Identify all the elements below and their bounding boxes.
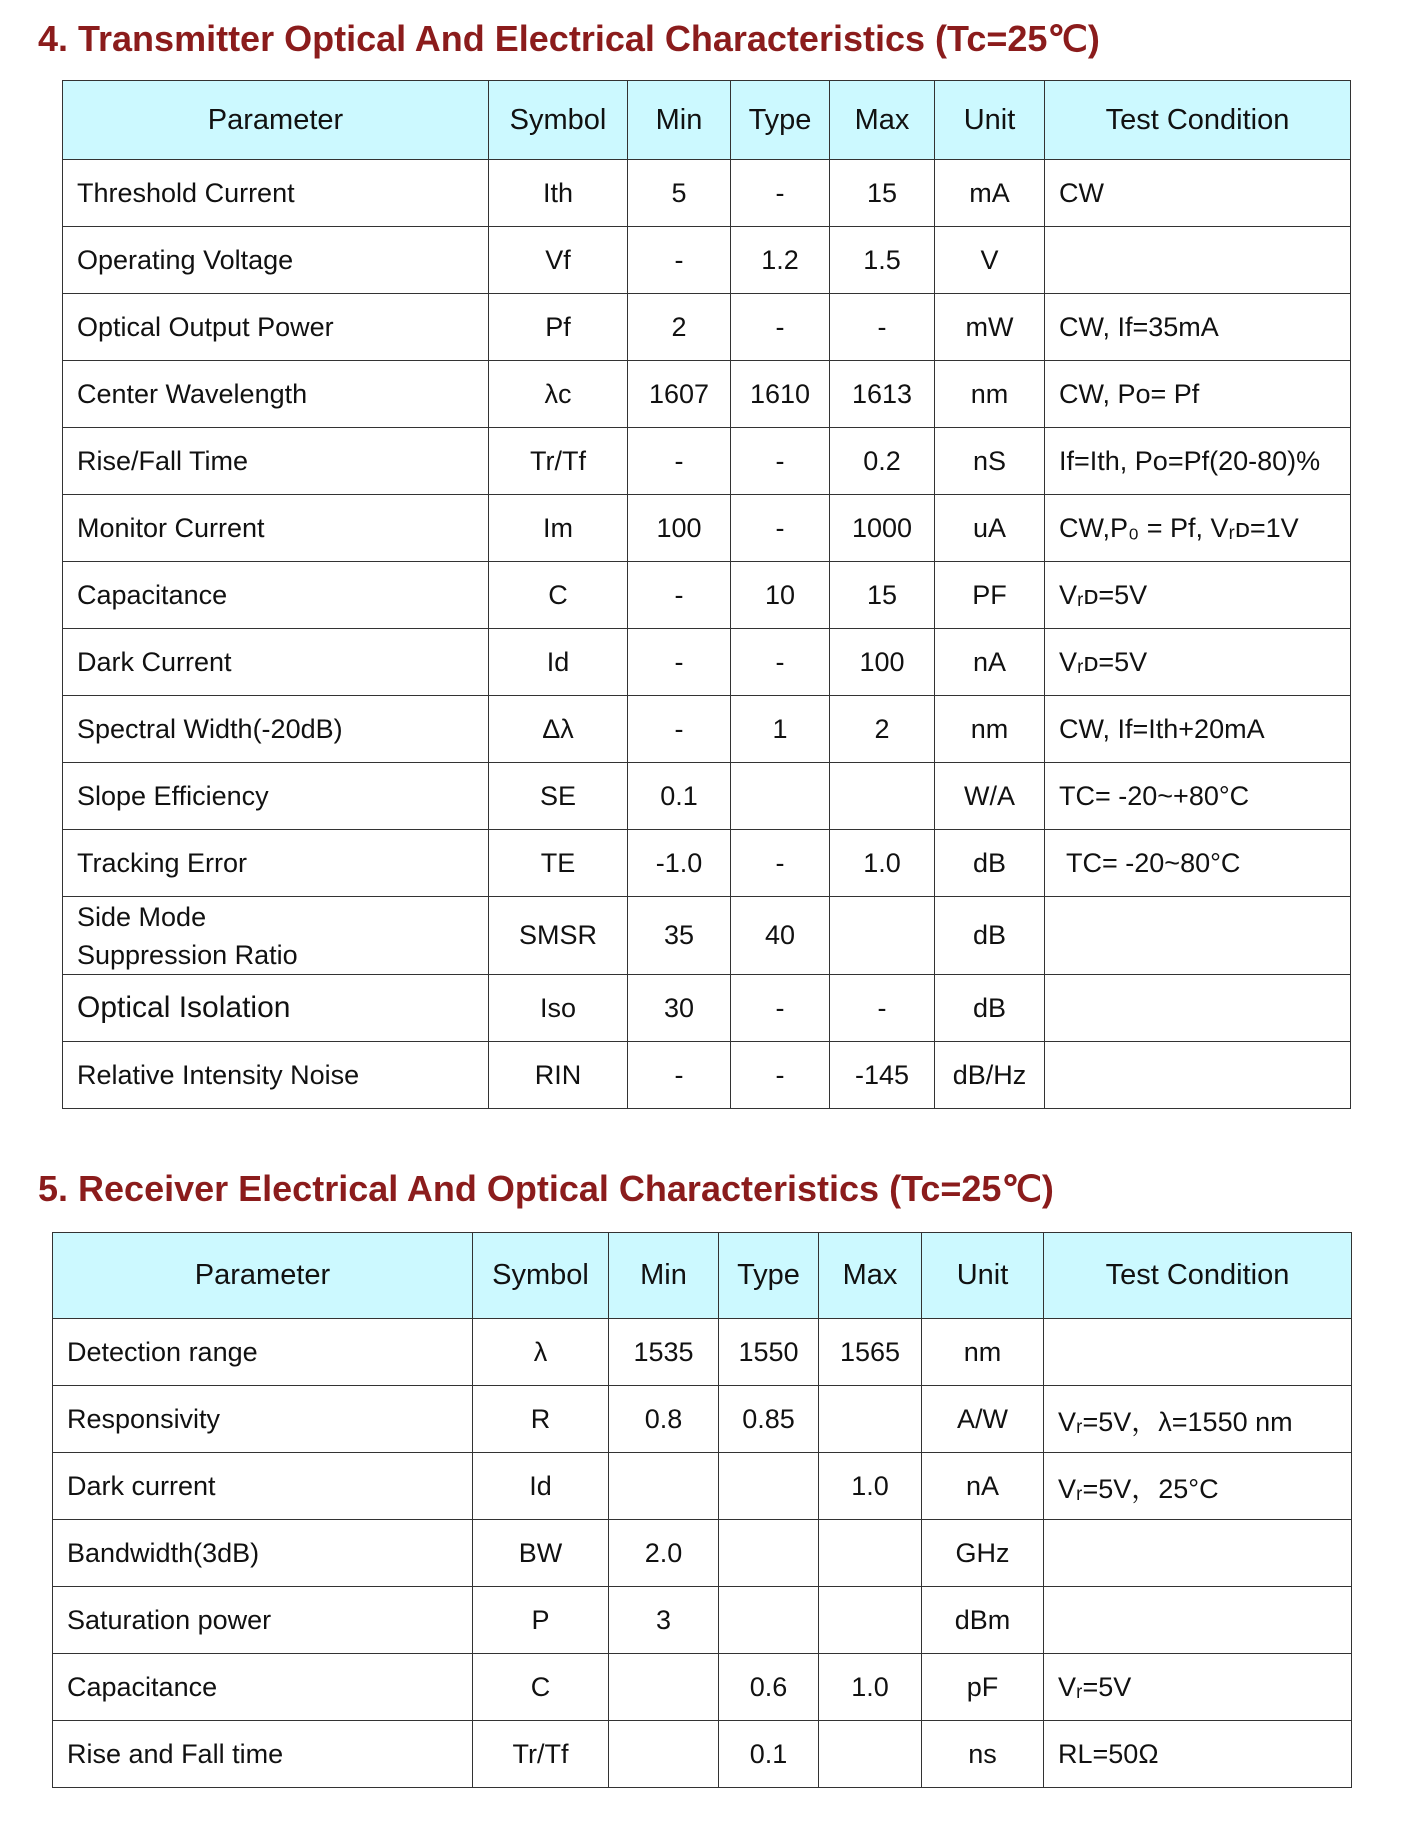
symbol-cell: Pf: [489, 294, 628, 361]
parameter-cell: Center Wavelength: [63, 361, 489, 428]
symbol-cell: TE: [489, 830, 628, 897]
unit-cell: PF: [935, 562, 1045, 629]
parameter-cell: Capacitance: [53, 1654, 473, 1721]
type-cell: -: [731, 830, 830, 897]
symbol-cell: C: [473, 1654, 609, 1721]
table-row: [53, 1721, 1352, 1788]
type-cell: -: [731, 629, 830, 696]
min-cell: -: [628, 562, 731, 629]
symbol-cell: R: [473, 1386, 609, 1453]
min-cell: -: [628, 428, 731, 495]
table-row: [53, 1453, 1352, 1520]
type-cell: -: [731, 975, 830, 1042]
unit-cell: dB: [935, 830, 1045, 897]
symbol-cell: λ: [473, 1319, 609, 1386]
parameter-cell: Detection range: [53, 1319, 473, 1386]
min-cell: -: [628, 696, 731, 763]
unit-cell: nm: [922, 1319, 1044, 1386]
header-symbol: Symbol: [489, 81, 628, 160]
symbol-cell: SE: [489, 763, 628, 830]
min-cell: 3: [609, 1587, 719, 1654]
type-cell: [731, 763, 830, 830]
max-cell: [819, 1721, 922, 1788]
condition-cell: CW, If=35mA: [1045, 294, 1351, 361]
unit-cell: dB/Hz: [935, 1042, 1045, 1109]
type-cell: [719, 1453, 819, 1520]
symbol-cell: Vf: [489, 227, 628, 294]
parameter-cell: [63, 897, 489, 975]
condition-cell: [1045, 975, 1351, 1042]
transmitter-section-title: 4. Transmitter Optical And Electrical Characteristics (Tc=25℃): [38, 18, 1100, 59]
parameter-cell: Tracking Error: [63, 830, 489, 897]
max-cell: [819, 1386, 922, 1453]
unit-cell: mW: [935, 294, 1045, 361]
unit-cell: nA: [922, 1453, 1044, 1520]
max-cell: 0.2: [830, 428, 935, 495]
unit-cell: nm: [935, 361, 1045, 428]
unit-cell: nA: [935, 629, 1045, 696]
table-row: [63, 1042, 1351, 1109]
min-cell: -1.0: [628, 830, 731, 897]
min-cell: 100: [628, 495, 731, 562]
condition-cell: CW,P₀ = Pf, Vᵣᴅ=1V: [1045, 495, 1351, 562]
condition-cell: [1045, 227, 1351, 294]
symbol-cell: Δλ: [489, 696, 628, 763]
receiver-section-title: 5. Receiver Electrical And Optical Characteristics (Tc=25℃): [38, 1168, 1054, 1209]
header-min: Min: [609, 1233, 719, 1319]
table-row: [63, 160, 1351, 227]
table-row: [63, 361, 1351, 428]
parameter-line: Side Mode: [77, 901, 207, 932]
min-cell: 5: [628, 160, 731, 227]
table-header-row: [53, 1233, 1352, 1319]
parameter-cell: Relative Intensity Noise: [63, 1042, 489, 1109]
condition-cell: CW: [1045, 160, 1351, 227]
symbol-cell: RIN: [489, 1042, 628, 1109]
max-cell: 15: [830, 562, 935, 629]
min-cell: 1535: [609, 1319, 719, 1386]
parameter-cell: Dark Current: [63, 629, 489, 696]
max-cell: 1.5: [830, 227, 935, 294]
unit-cell: nm: [935, 696, 1045, 763]
parameter-cell: Rise and Fall time: [53, 1721, 473, 1788]
transmitter-characteristics-table: [62, 80, 1351, 1109]
parameter-cell: Dark current: [53, 1453, 473, 1520]
condition-cell: CW, If=Ith+20mA: [1045, 696, 1351, 763]
table-row: [63, 294, 1351, 361]
unit-cell: nS: [935, 428, 1045, 495]
table-row: [53, 1654, 1352, 1721]
parameter-cell: Optical Isolation: [63, 975, 489, 1042]
symbol-cell: Iso: [489, 975, 628, 1042]
header-parameter: Parameter: [63, 81, 489, 160]
type-cell: 1550: [719, 1319, 819, 1386]
table-row: [63, 562, 1351, 629]
type-cell: [719, 1587, 819, 1654]
max-cell: [819, 1520, 922, 1587]
min-cell: -: [628, 629, 731, 696]
condition-cell: Vᵣ=5V: [1044, 1654, 1352, 1721]
table-row: [63, 227, 1351, 294]
type-cell: 1610: [731, 361, 830, 428]
header-symbol: Symbol: [473, 1233, 609, 1319]
table-row: [63, 897, 1351, 975]
min-cell: -: [628, 227, 731, 294]
header-max: Max: [830, 81, 935, 160]
header-min: Min: [628, 81, 731, 160]
max-cell: 1000: [830, 495, 935, 562]
parameter-cell: Optical Output Power: [63, 294, 489, 361]
type-cell: -: [731, 294, 830, 361]
type-cell: 40: [731, 897, 830, 975]
symbol-cell: Ith: [489, 160, 628, 227]
unit-cell: ns: [922, 1721, 1044, 1788]
table-row: [63, 495, 1351, 562]
max-cell: 1.0: [819, 1453, 922, 1520]
table-row: [63, 428, 1351, 495]
receiver-characteristics-table: [52, 1232, 1352, 1788]
max-cell: 100: [830, 629, 935, 696]
unit-cell: pF: [922, 1654, 1044, 1721]
table-row: [63, 629, 1351, 696]
condition-cell: [1044, 1319, 1352, 1386]
parameter-cell: Rise/Fall Time: [63, 428, 489, 495]
parameter-cell: Operating Voltage: [63, 227, 489, 294]
type-cell: [719, 1520, 819, 1587]
condition-cell: CW, Po= Pf: [1045, 361, 1351, 428]
header-unit: Unit: [935, 81, 1045, 160]
min-cell: 0.1: [628, 763, 731, 830]
type-cell: 1.2: [731, 227, 830, 294]
unit-cell: dB: [935, 975, 1045, 1042]
min-cell: -: [628, 1042, 731, 1109]
symbol-cell: C: [489, 562, 628, 629]
symbol-cell: Id: [489, 629, 628, 696]
condition-cell: If=Ith, Po=Pf(20-80)%: [1045, 428, 1351, 495]
symbol-cell: SMSR: [489, 897, 628, 975]
condition-cell: Vᵣ=5V，25°C: [1044, 1453, 1352, 1520]
min-cell: [609, 1654, 719, 1721]
symbol-cell: Tr/Tf: [473, 1721, 609, 1788]
symbol-cell: Im: [489, 495, 628, 562]
unit-cell: uA: [935, 495, 1045, 562]
max-cell: [830, 763, 935, 830]
unit-cell: GHz: [922, 1520, 1044, 1587]
header-max: Max: [819, 1233, 922, 1319]
parameter-cell: Slope Efficiency: [63, 763, 489, 830]
symbol-cell: Tr/Tf: [489, 428, 628, 495]
min-cell: [609, 1721, 719, 1788]
min-cell: 35: [628, 897, 731, 975]
header-test-condition: Test Condition: [1045, 81, 1351, 160]
max-cell: -145: [830, 1042, 935, 1109]
type-cell: 0.6: [719, 1654, 819, 1721]
parameter-cell: Capacitance: [63, 562, 489, 629]
table-row: [63, 975, 1351, 1042]
type-cell: 0.1: [719, 1721, 819, 1788]
max-cell: 1.0: [819, 1654, 922, 1721]
table-row: [63, 696, 1351, 763]
parameter-cell: Spectral Width(-20dB): [63, 696, 489, 763]
parameter-cell: Responsivity: [53, 1386, 473, 1453]
min-cell: 2.0: [609, 1520, 719, 1587]
header-test-condition: Test Condition: [1044, 1233, 1352, 1319]
parameter-line: Suppression Ratio: [77, 939, 298, 970]
max-cell: [830, 897, 935, 975]
condition-cell: [1044, 1587, 1352, 1654]
parameter-cell: Monitor Current: [63, 495, 489, 562]
min-cell: 1607: [628, 361, 731, 428]
condition-cell: TC= -20~80°C: [1045, 830, 1351, 897]
type-cell: -: [731, 495, 830, 562]
symbol-cell: Id: [473, 1453, 609, 1520]
table-header-row: [63, 81, 1351, 160]
min-cell: [609, 1453, 719, 1520]
unit-cell: W/A: [935, 763, 1045, 830]
header-type: Type: [731, 81, 830, 160]
min-cell: 0.8: [609, 1386, 719, 1453]
symbol-cell: λc: [489, 361, 628, 428]
type-cell: -: [731, 428, 830, 495]
table-row: [53, 1520, 1352, 1587]
parameter-cell: Bandwidth(3dB): [53, 1520, 473, 1587]
header-parameter: Parameter: [53, 1233, 473, 1319]
max-cell: -: [830, 294, 935, 361]
max-cell: -: [830, 975, 935, 1042]
table-row: [53, 1319, 1352, 1386]
condition-cell: TC= -20~+80°C: [1045, 763, 1351, 830]
header-unit: Unit: [922, 1233, 1044, 1319]
header-type: Type: [719, 1233, 819, 1319]
condition-cell: Vᵣ=5V，λ=1550 nm: [1044, 1386, 1352, 1453]
max-cell: 2: [830, 696, 935, 763]
max-cell: 1613: [830, 361, 935, 428]
max-cell: 15: [830, 160, 935, 227]
max-cell: [819, 1587, 922, 1654]
condition-cell: [1045, 897, 1351, 975]
type-cell: -: [731, 1042, 830, 1109]
table-row: [63, 763, 1351, 830]
unit-cell: V: [935, 227, 1045, 294]
type-cell: 0.85: [719, 1386, 819, 1453]
max-cell: 1.0: [830, 830, 935, 897]
type-cell: 1: [731, 696, 830, 763]
condition-cell: [1045, 1042, 1351, 1109]
condition-cell: Vᵣᴅ=5V: [1045, 562, 1351, 629]
max-cell: 1565: [819, 1319, 922, 1386]
symbol-cell: P: [473, 1587, 609, 1654]
condition-cell: RL=50Ω: [1044, 1721, 1352, 1788]
unit-cell: mA: [935, 160, 1045, 227]
type-cell: 10: [731, 562, 830, 629]
type-cell: -: [731, 160, 830, 227]
min-cell: 30: [628, 975, 731, 1042]
unit-cell: A/W: [922, 1386, 1044, 1453]
parameter-cell: Threshold Current: [63, 160, 489, 227]
table-row: [53, 1587, 1352, 1654]
condition-cell: Vᵣᴅ=5V: [1045, 629, 1351, 696]
parameter-cell: Saturation power: [53, 1587, 473, 1654]
table-row: [63, 830, 1351, 897]
unit-cell: dBm: [922, 1587, 1044, 1654]
condition-cell: [1044, 1520, 1352, 1587]
table-row: [53, 1386, 1352, 1453]
symbol-cell: BW: [473, 1520, 609, 1587]
unit-cell: dB: [935, 897, 1045, 975]
min-cell: 2: [628, 294, 731, 361]
